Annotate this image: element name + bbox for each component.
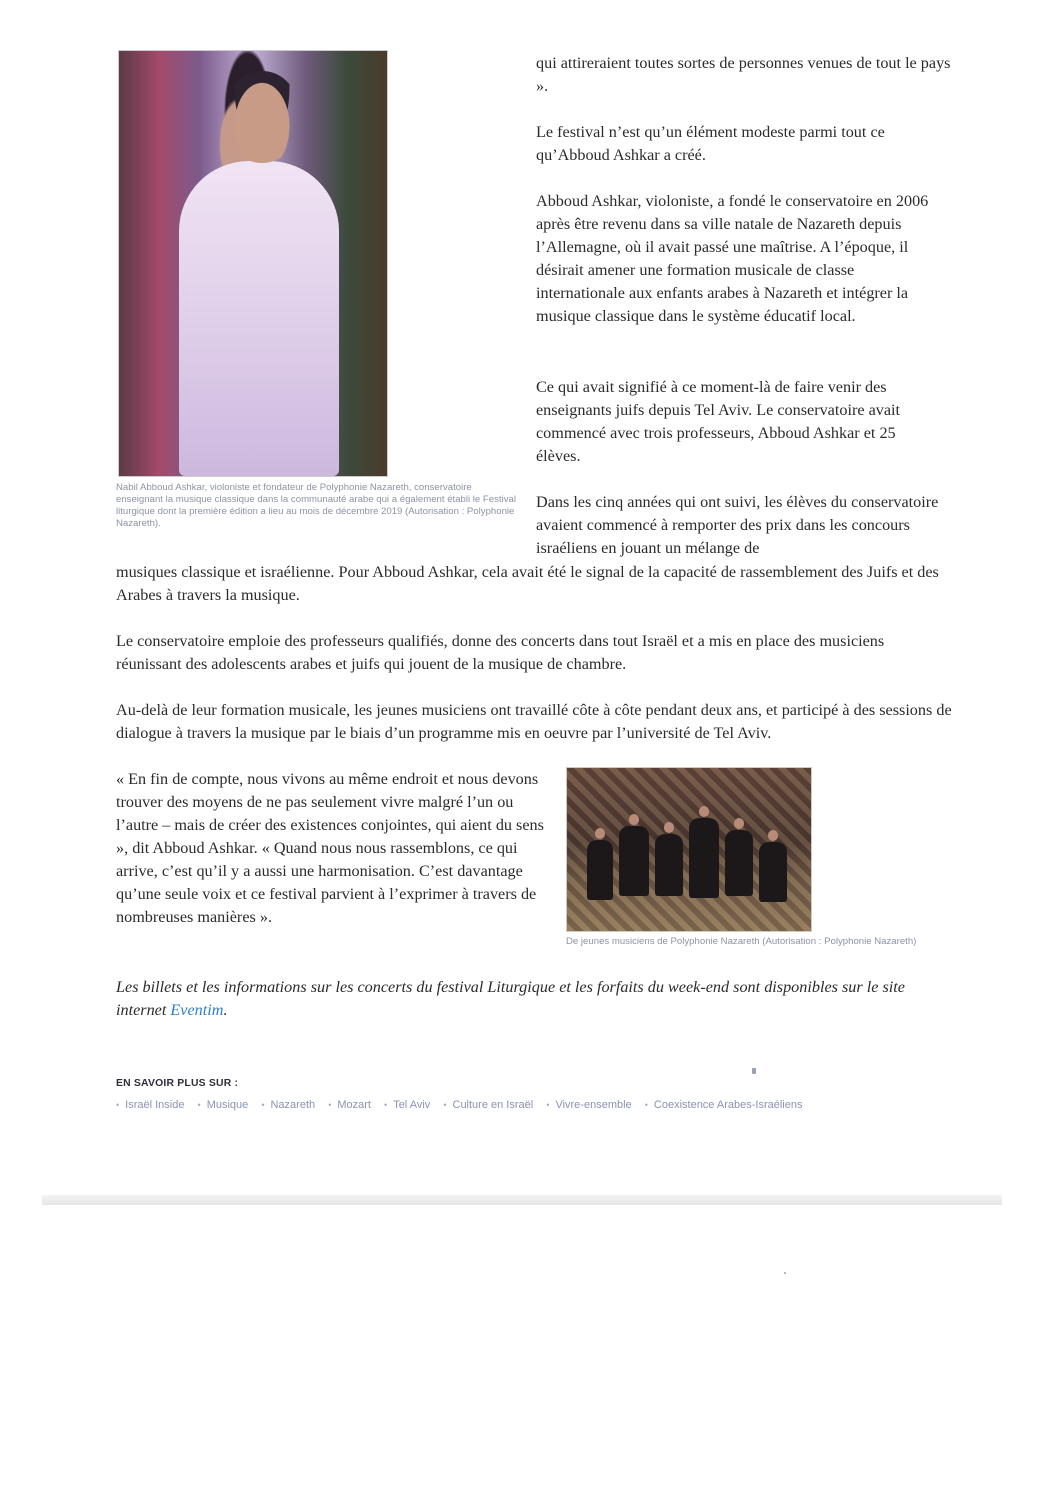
musician-figure xyxy=(689,818,719,898)
musician-head xyxy=(664,822,674,833)
footer-divider xyxy=(42,1195,1002,1205)
musician-head xyxy=(629,814,639,825)
tags-heading: EN SAVOIR PLUS SUR : xyxy=(116,1078,239,1089)
tag-link[interactable]: • Nazareth xyxy=(261,1099,315,1111)
paragraph-4: Ce qui avait signifié à ce moment-là de faire venir des enseignants juifs depuis Tel Aviv. Le conservatoire avait commencé avec trois professeurs, Abboud Ashkar et 25 élèves. xyxy=(536,378,901,465)
musician-figure xyxy=(725,830,753,896)
paragraph-7: Au-delà de leur formation musicale, les jeunes musiciens ont travaillé côte à côte pendant deux ans, et participé à des sessions de dialogue à travers la musique par le biais d’un programme mis en oeuvre par l’université de Tel Aviv. xyxy=(116,701,952,742)
musician-figure xyxy=(587,840,613,900)
musician-head xyxy=(768,830,778,841)
paragraph-3: Abboud Ashkar, violoniste, a fondé le conservatoire en 2006 après être revenu dans sa ville natale de Nazareth depuis l’Allemagne, où il avait passé une maîtrise. A l’époque, il désirait amener une formation musicale de classe internationale aux enfants arabes à Nazareth et intégrer la musique classique dans le système éducatif local. xyxy=(536,192,929,325)
musician-figure xyxy=(759,842,787,902)
paragraph-1: qui attireraient toutes sortes de personnes venues de tout le pays ». xyxy=(536,54,951,95)
musicians-photo xyxy=(566,767,812,932)
tag-link[interactable]: • Israël Inside xyxy=(116,1099,184,1111)
paragraph-8-quote: « En fin de compte, nous vivons au même endroit et nous devons trouver des moyens de ne pas seulement vivre malgré l’un ou l’autre – mais de créer des existences conjointes, qui aient du sens », dit Abboud Ashkar. « Quand nous nous rassemblons, ce qui arrive, c’est qu’il y a aussi une harmonisation. C’est davantage qu’une seule voix et ce festival parvient à l’exprimer à travers de nombreuses manières ». xyxy=(116,770,544,926)
scan-speck xyxy=(752,1068,756,1074)
portrait-caption: Nabil Abboud Ashkar, violoniste et fondateur de Polyphonie Nazareth, conservatoire enseignant la musique classique dans la communauté arabe qui a également établi le Festival liturgique dont la première édition a lieu au mois de décembre 2019 (Autorisation : Polyphonie Nazareth). xyxy=(116,482,516,529)
musician-head xyxy=(734,818,744,829)
paragraph-5-start: Dans les cinq années qui ont suivi, les élèves du conservatoire avaient commencé à remporter des prix dans les concours israéliens en jouant un mélange de xyxy=(536,493,939,557)
musician-figure xyxy=(619,826,649,896)
musician-figure xyxy=(655,834,683,896)
tickets-note xyxy=(116,976,946,1022)
tag-link[interactable]: • Vivre-ensemble xyxy=(546,1099,631,1111)
portrait-head xyxy=(227,71,297,163)
tag-link[interactable]: • Tel Aviv xyxy=(384,1099,430,1111)
musicians-caption: De jeunes musiciens de Polyphonie Nazareth (Autorisation : Polyphonie Nazareth) xyxy=(566,936,917,947)
tickets-note-text: Les billets et les informations sur les concerts du festival Liturgique et les forfaits du week-end sont disponibles sur le site internet xyxy=(116,978,905,1019)
eventim-link[interactable]: Eventim xyxy=(170,1001,224,1019)
portrait-figure xyxy=(179,161,339,476)
tag-link[interactable]: • Coexistence Arabes-Israéliens xyxy=(645,1099,803,1111)
tag-link[interactable]: • Culture en Israël xyxy=(443,1099,533,1111)
tickets-note-end: . xyxy=(223,1001,228,1019)
musician-head xyxy=(595,828,605,839)
tag-link[interactable]: • Musique xyxy=(198,1099,249,1111)
tag-link[interactable]: • Mozart xyxy=(328,1099,371,1111)
scan-speck xyxy=(784,1272,786,1274)
paragraph-6: Le conservatoire emploie des professeurs qualifiés, donne des concerts dans tout Israël et a mis en place des musiciens réunissant des adolescents arabes et juifs qui jouent de la musique de chambre. xyxy=(116,632,885,673)
musician-head xyxy=(699,806,709,817)
portrait-photo xyxy=(118,50,388,477)
tag-list xyxy=(116,1099,812,1111)
paragraph-5-end: musiques classique et israélienne. Pour Abboud Ashkar, cela avait été le signal de la capacité de rassemblement des Juifs et des Arabes à travers la musique. xyxy=(116,563,939,604)
paragraph-2: Le festival n’est qu’un élément modeste parmi tout ce qu’Abboud Ashkar a créé. xyxy=(536,123,885,164)
